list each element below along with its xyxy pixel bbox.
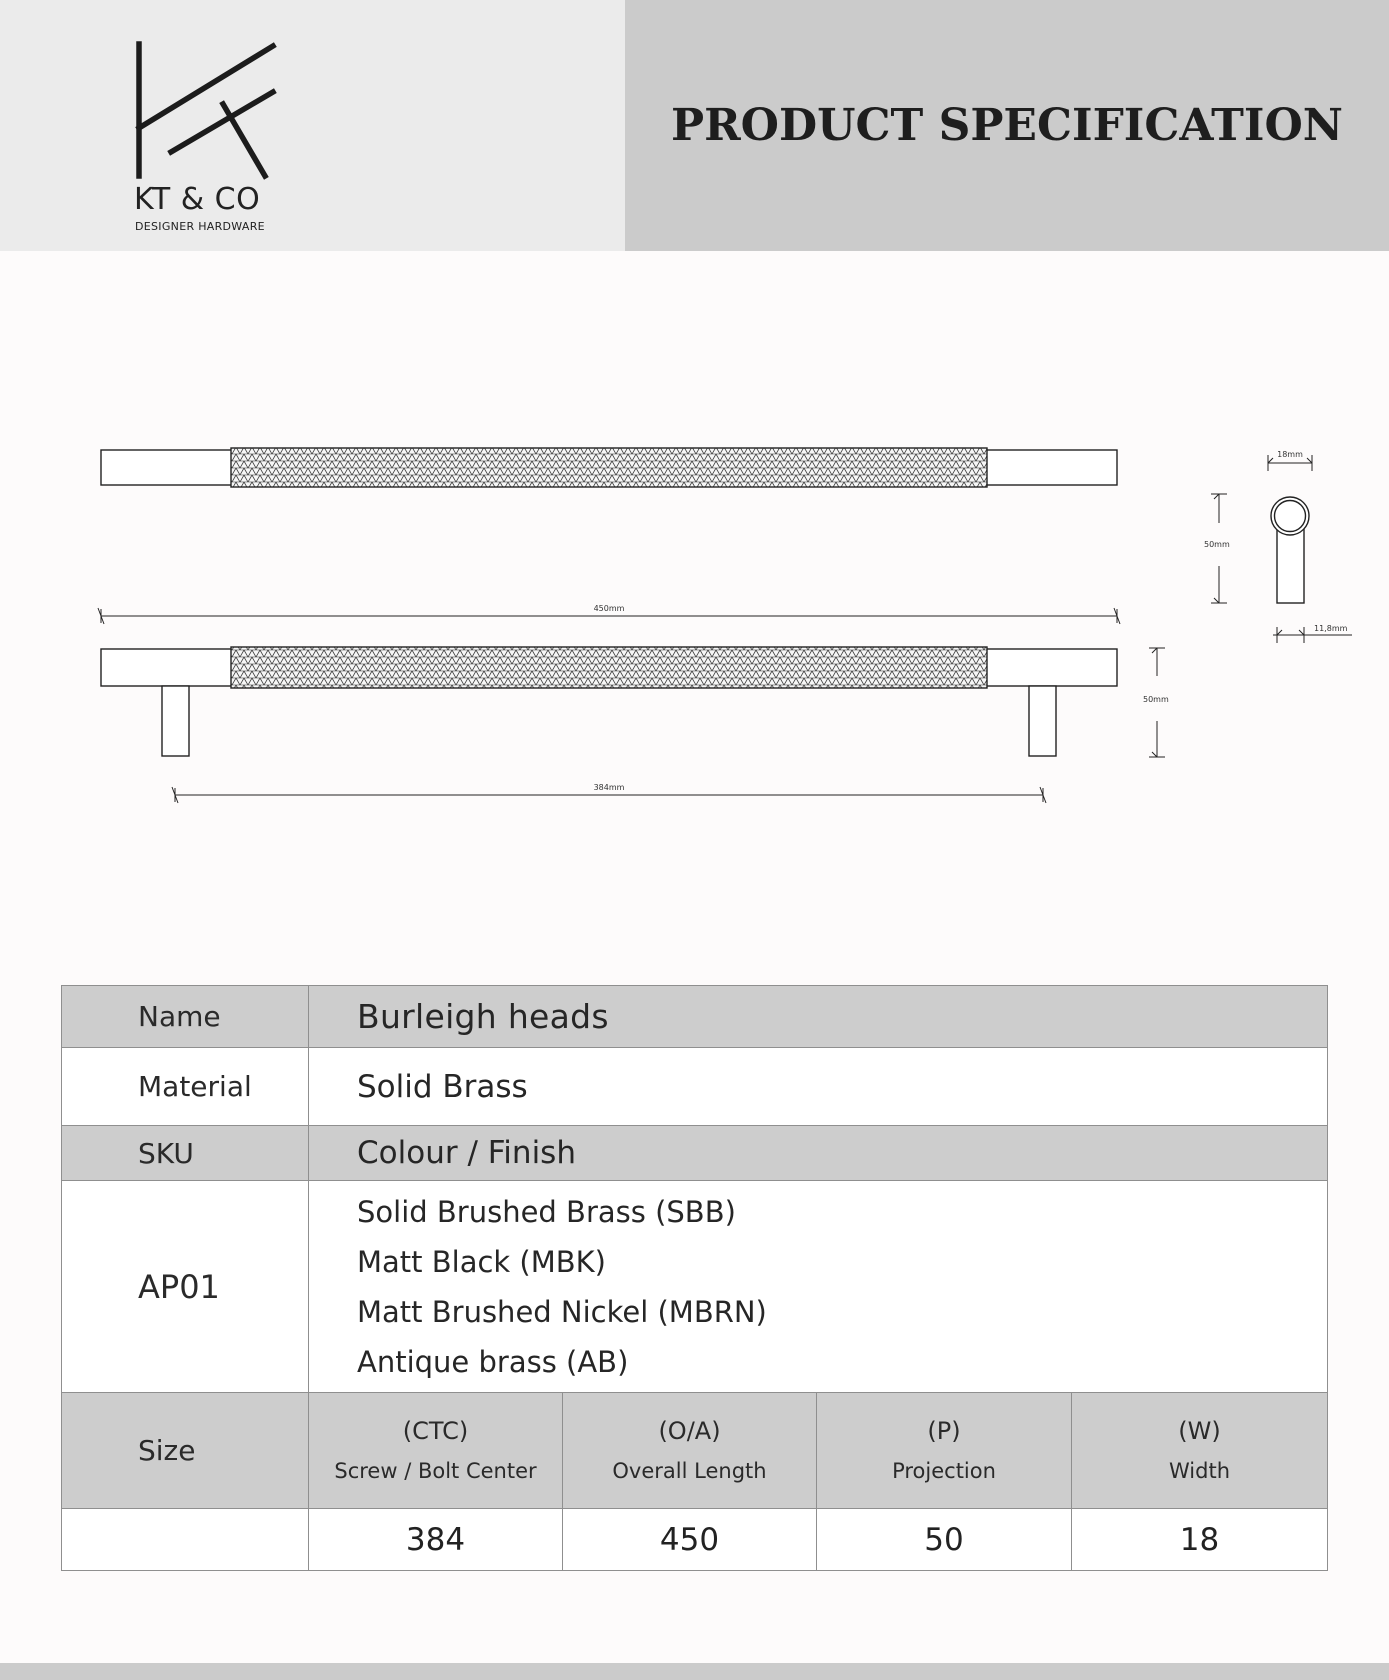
material-label: Material <box>62 1048 309 1126</box>
header <box>0 0 1389 251</box>
size-label: Size <box>62 1393 309 1509</box>
handle-top-view <box>101 448 1117 487</box>
empty-cell <box>62 1509 309 1571</box>
overall-length-label: 450mm <box>593 604 625 613</box>
row-sku-values <box>62 1181 1328 1393</box>
row-size-values <box>62 1509 1328 1571</box>
center-distance-label: 384mm <box>593 783 625 792</box>
size-desc: Screw / Bolt Center <box>334 1458 537 1483</box>
handle-front-view <box>101 647 1117 756</box>
finish-item: Solid Brushed Brass (SBB) <box>357 1194 736 1229</box>
handle-side-view <box>1271 497 1309 603</box>
size-col-w <box>1072 1393 1328 1509</box>
technical-drawing <box>0 251 1389 971</box>
size-col-p <box>817 1393 1072 1509</box>
row-name <box>62 986 1328 1048</box>
size-value-p: 50 <box>817 1509 1072 1571</box>
width-label: 18mm <box>1277 450 1303 459</box>
size-desc: Overall Length <box>612 1458 767 1483</box>
size-desc: Width <box>1169 1458 1231 1483</box>
kt-logo-icon <box>131 38 277 184</box>
brand-name: KT & CO <box>134 182 261 217</box>
finish-label: Colour / Finish <box>309 1126 1328 1181</box>
size-value-w: 18 <box>1072 1509 1328 1571</box>
brand-tagline: DESIGNER HARDWARE <box>135 220 265 233</box>
finish-item: Antique brass (AB) <box>357 1344 629 1379</box>
size-code: (O/A) <box>658 1416 721 1445</box>
row-size-headers <box>62 1393 1328 1509</box>
finish-item: Matt Black (MBK) <box>357 1244 606 1279</box>
size-col-ctc <box>309 1393 563 1509</box>
finish-list-cell <box>309 1181 1328 1393</box>
size-code: (CTC) <box>402 1416 469 1445</box>
logo-panel <box>0 0 625 251</box>
name-value: Burleigh heads <box>309 986 1328 1048</box>
post-width-label: 11,8mm <box>1314 624 1348 633</box>
spec-table <box>61 985 1328 1571</box>
finish-list <box>309 1187 1327 1387</box>
row-material <box>62 1048 1328 1126</box>
material-value: Solid Brass <box>309 1048 1328 1126</box>
size-code: (P) <box>927 1416 961 1445</box>
finish-item: Matt Brushed Nickel (MBRN) <box>357 1294 767 1329</box>
sku-label: SKU <box>62 1126 309 1181</box>
side-projection-label: 50mm <box>1204 540 1230 549</box>
sku-value: AP01 <box>62 1181 309 1393</box>
size-desc: Projection <box>892 1458 996 1483</box>
footer-bar <box>0 1663 1389 1680</box>
page-title: PRODUCT SPECIFICATION <box>670 100 1344 151</box>
size-col-oa <box>563 1393 817 1509</box>
size-value-oa: 450 <box>563 1509 817 1571</box>
size-code: (W) <box>1178 1416 1221 1445</box>
row-sku <box>62 1126 1328 1181</box>
projection-label: 50mm <box>1143 695 1169 704</box>
name-label: Name <box>62 986 309 1048</box>
size-value-ctc: 384 <box>309 1509 563 1571</box>
